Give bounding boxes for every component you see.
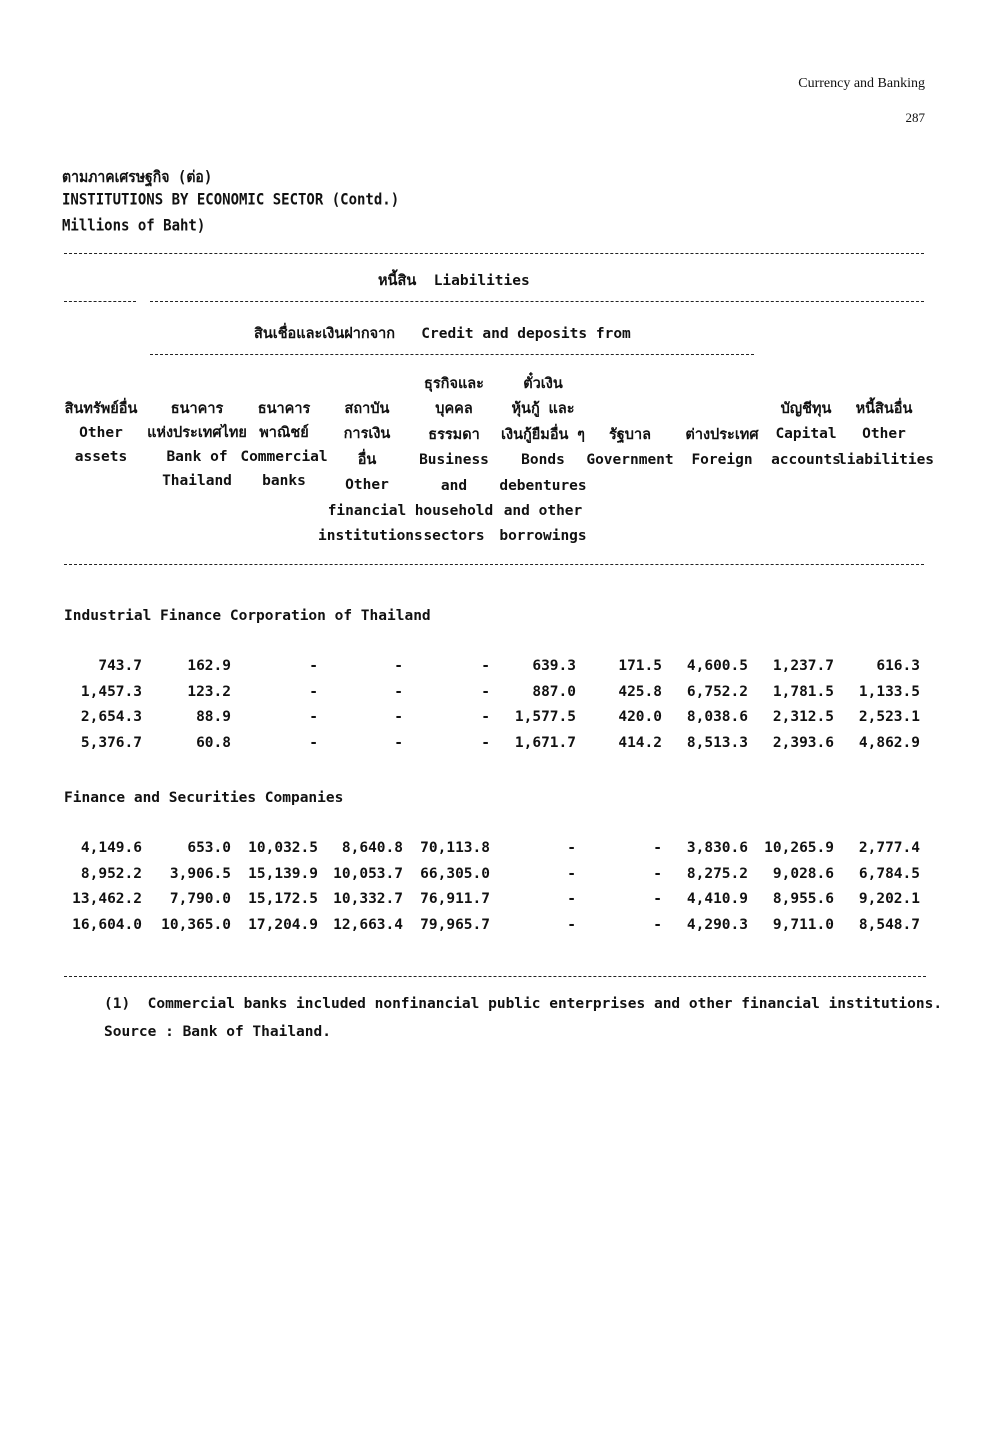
cell-bonds: 1,671.7	[514, 734, 576, 751]
section-title: Finance and Securities Companies	[64, 790, 344, 806]
cell-capital: 1,237.7	[772, 658, 834, 674]
cell-capital: 2,312.5	[772, 709, 834, 725]
bottom-rule	[64, 976, 926, 977]
cell-bank-of-thailand: 10,365.0	[161, 916, 231, 933]
page-number: 287	[905, 110, 925, 125]
cell-government: 414.2	[618, 734, 662, 751]
cell-other-financial: -	[394, 734, 403, 751]
cell-capital: 9,028.6	[772, 865, 834, 882]
cell-government: -	[653, 891, 662, 907]
cell-bonds: -	[567, 865, 576, 882]
cell-bonds: 639.3	[532, 658, 576, 674]
cell-other-financial: -	[394, 709, 403, 725]
cell-other-assets: 1,457.3	[80, 683, 142, 700]
top-rule	[64, 253, 924, 254]
title-english: INSTITUTIONS BY ECONOMIC SECTOR (Contd.)	[62, 191, 400, 209]
table-row	[0, 840, 990, 864]
cell-capital: 8,955.6	[772, 891, 834, 907]
cell-other-assets: 2,654.3	[80, 709, 142, 725]
cell-foreign: 3,830.6	[686, 840, 748, 856]
col-header-foreign: ต่างประเทศ Foreign	[685, 427, 759, 469]
cell-other-financial: -	[394, 683, 403, 700]
col-header-government: รัฐบาล Government	[586, 427, 674, 469]
header-bottom-rule	[64, 564, 924, 565]
col-header-other-financial: สถาบัน การเงิน อื่น Other financial institutions	[318, 401, 423, 545]
col-header-business-household: ธุรกิจและ บุคคล ธรรมดา Business and household sectors	[414, 376, 494, 545]
liabilities-header: หนี้สิน Liabilities	[378, 273, 530, 289]
table-row	[0, 891, 990, 915]
cell-bonds: -	[567, 891, 576, 907]
rule-credit	[150, 354, 754, 355]
cell-government: -	[653, 865, 662, 882]
cell-other-liabilities: 1,133.5	[858, 683, 920, 700]
cell-other-assets: 4,149.6	[80, 840, 142, 856]
col-header-capital: บัญชีทุน Capital accounts	[771, 401, 841, 468]
table-row	[0, 866, 990, 890]
cell-business-household: 76,911.7	[420, 891, 490, 907]
title-thai: ตามภาคเศรษฐกิจ (ต่อ)	[62, 168, 213, 187]
cell-business-household: -	[481, 734, 490, 751]
cell-commercial-banks: -	[309, 709, 318, 725]
cell-bank-of-thailand: 7,790.0	[169, 891, 231, 907]
cell-commercial-banks: 17,204.9	[248, 916, 318, 933]
cell-business-household: -	[481, 683, 490, 700]
cell-capital: 2,393.6	[772, 734, 834, 751]
cell-bank-of-thailand: 60.8	[196, 734, 231, 751]
cell-business-household: 79,965.7	[420, 916, 490, 933]
cell-commercial-banks: -	[309, 734, 318, 751]
col-header-other-assets: สินทรัพย์อื่น Other assets	[64, 401, 138, 465]
cell-government: -	[653, 916, 662, 933]
col-header-other-liabilities: หนี้สินอื่น Other liabilities	[838, 401, 935, 468]
cell-commercial-banks: -	[309, 683, 318, 700]
cell-bonds: -	[567, 916, 576, 933]
table-row	[0, 709, 990, 733]
cell-other-liabilities: 9,202.1	[858, 891, 920, 907]
cell-other-liabilities: 6,784.5	[858, 865, 920, 882]
cell-government: 420.0	[618, 709, 662, 725]
cell-bank-of-thailand: 88.9	[196, 709, 231, 725]
credit-header: สินเชื่อและเงินฝากจาก Credit and deposits from	[254, 326, 631, 342]
cell-bank-of-thailand: 123.2	[187, 683, 231, 700]
cell-other-assets: 16,604.0	[72, 916, 142, 933]
cell-capital: 1,781.5	[772, 683, 834, 700]
section-title: Industrial Finance Corporation of Thailand	[64, 608, 431, 624]
cell-foreign: 4,290.3	[686, 916, 748, 933]
rule-liabilities	[150, 301, 924, 302]
cell-other-liabilities: 2,523.1	[858, 709, 920, 725]
cell-other-assets: 743.7	[98, 658, 142, 674]
cell-business-household: -	[481, 709, 490, 725]
cell-other-liabilities: 616.3	[876, 658, 920, 674]
table-row	[0, 658, 990, 682]
table-row	[0, 735, 990, 759]
cell-capital: 10,265.9	[764, 840, 834, 856]
units-note: Millions of Baht)	[62, 217, 206, 235]
footnote: (1) Commercial banks included nonfinancial public enterprises and other financial institutions.	[104, 996, 943, 1012]
cell-government: 425.8	[618, 683, 662, 700]
table-row	[0, 917, 990, 941]
cell-government: -	[653, 840, 662, 856]
cell-commercial-banks: 15,172.5	[248, 891, 318, 907]
cell-commercial-banks: 15,139.9	[248, 865, 318, 882]
cell-other-financial: 10,332.7	[333, 891, 403, 907]
cell-foreign: 4,410.9	[686, 891, 748, 907]
cell-foreign: 8,275.2	[686, 865, 748, 882]
source-note: Source : Bank of Thailand.	[104, 1024, 331, 1040]
cell-other-assets: 5,376.7	[80, 734, 142, 751]
cell-commercial-banks: -	[309, 658, 318, 674]
cell-other-financial: 8,640.8	[341, 840, 403, 856]
cell-bank-of-thailand: 162.9	[187, 658, 231, 674]
cell-bonds: 887.0	[532, 683, 576, 700]
rule-left-segment	[64, 301, 136, 302]
cell-other-assets: 13,462.2	[72, 891, 142, 907]
cell-foreign: 4,600.5	[686, 658, 748, 674]
cell-business-household: 66,305.0	[420, 865, 490, 882]
col-header-commercial-banks: ธนาคาร พาณิชย์ Commercial banks	[240, 401, 328, 489]
cell-other-liabilities: 8,548.7	[858, 916, 920, 933]
cell-government: 171.5	[618, 658, 662, 674]
cell-bonds: 1,577.5	[514, 709, 576, 725]
cell-foreign: 8,038.6	[686, 709, 748, 725]
col-header-bank-of-thailand: ธนาคาร แห่งประเทศไทย Bank of Thailand	[147, 401, 247, 489]
cell-capital: 9,711.0	[772, 916, 834, 933]
cell-bank-of-thailand: 653.0	[187, 840, 231, 856]
cell-foreign: 8,513.3	[686, 734, 748, 751]
cell-other-assets: 8,952.2	[80, 865, 142, 882]
cell-foreign: 6,752.2	[686, 683, 748, 700]
cell-business-household: 70,113.8	[420, 840, 490, 856]
cell-bonds: -	[567, 840, 576, 856]
cell-other-financial: 10,053.7	[333, 865, 403, 882]
cell-business-household: -	[481, 658, 490, 674]
cell-commercial-banks: 10,032.5	[248, 840, 318, 856]
cell-other-liabilities: 2,777.4	[858, 840, 920, 856]
col-header-bonds: ตั๋วเงิน หุ้นกู้ และ เงินกู้ยืมอื่น ๆ Bonds debentures and other borrowings	[499, 376, 587, 545]
cell-bank-of-thailand: 3,906.5	[169, 865, 231, 882]
cell-other-financial: -	[394, 658, 403, 674]
table-row	[0, 684, 990, 708]
cell-other-financial: 12,663.4	[333, 916, 403, 933]
cell-other-liabilities: 4,862.9	[858, 734, 920, 751]
running-head: Currency and Banking	[798, 76, 925, 91]
